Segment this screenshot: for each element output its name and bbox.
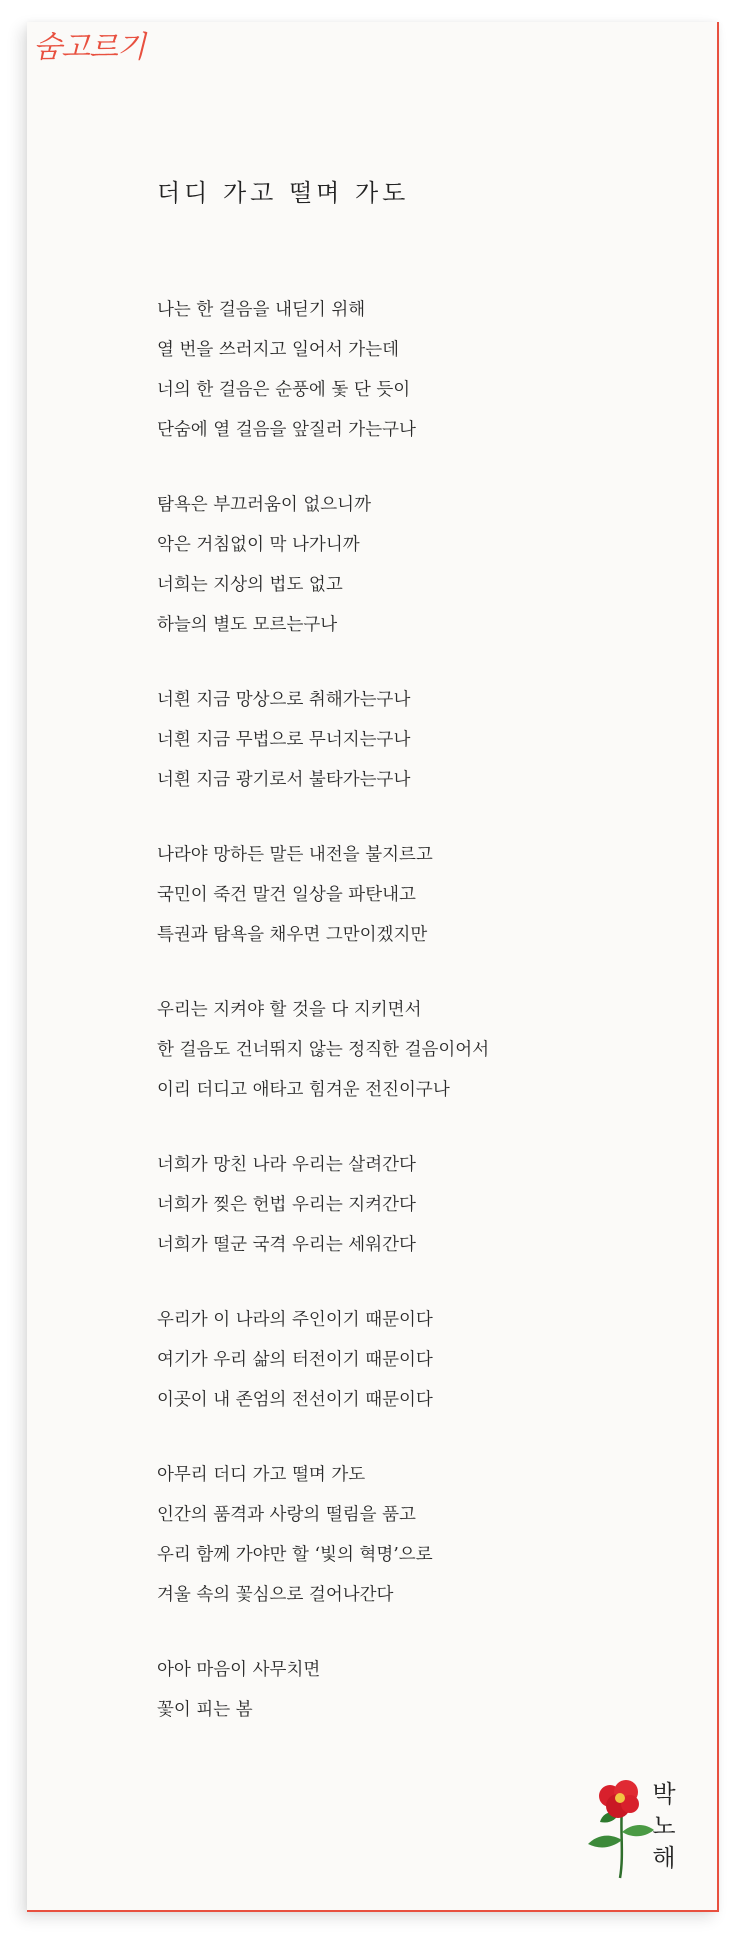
poem-line: 너희가 망친 나라 우리는 살려간다 (157, 1155, 416, 1175)
poem-line: 우리 함께 가야만 할 ‘빛의 혁명’으로 (157, 1545, 433, 1565)
poem-stanza (157, 835, 489, 955)
author-signature: 박 노 해 (652, 1780, 676, 1872)
poem-line: 너희가 떨군 국격 우리는 세워간다 (157, 1235, 416, 1255)
poem-line: 국민이 죽건 말건 일상을 파탄내고 (157, 885, 416, 905)
poem-line: 아아 마음이 사무치면 (157, 1660, 321, 1680)
poem-line: 너의 한 걸음은 순풍에 돛 단 듯이 (157, 380, 411, 400)
poem-line: 너희가 찢은 헌법 우리는 지켜간다 (157, 1195, 416, 1215)
poem-line: 열 번을 쓰러지고 일어서 가는데 (157, 340, 400, 360)
poem-title: 더디 가고 떨며 가도 (157, 179, 410, 207)
poem-line: 겨울 속의 꽃심으로 걸어나간다 (157, 1585, 394, 1605)
poem-line: 너흰 지금 무법으로 무너지는구나 (157, 730, 411, 750)
poem-line: 나는 한 걸음을 내딛기 위해 (157, 300, 366, 320)
poem-line: 너희는 지상의 법도 없고 (157, 575, 343, 595)
poem-line: 우리가 이 나라의 주인이기 때문이다 (157, 1310, 433, 1330)
poem-line: 이리 더디고 애타고 힘겨운 전진이구나 (157, 1080, 450, 1100)
poem-stanza (157, 1455, 489, 1615)
poem-line: 아무리 더디 가고 떨며 가도 (157, 1465, 366, 1485)
poem-stanza (157, 1650, 489, 1730)
poem-line: 인간의 품격과 사랑의 떨림을 품고 (157, 1505, 416, 1525)
poem-stanza (157, 680, 489, 800)
poem-stanza (157, 990, 489, 1110)
poem-line: 나라야 망하든 말든 내전을 불지르고 (157, 845, 433, 865)
brand-logo[interactable]: 숨고르기 (33, 30, 145, 65)
poem-line: 단숨에 열 걸음을 앞질러 가는구나 (157, 420, 416, 440)
poem-stanza (157, 290, 489, 450)
poem-line: 꽃이 피는 봄 (157, 1700, 253, 1720)
poem-stanza (157, 485, 489, 645)
poem-line: 한 걸음도 건너뛰지 않는 정직한 걸음이어서 (157, 1040, 490, 1060)
poem-line: 탐욕은 부끄러움이 없으니까 (157, 495, 371, 515)
poem-line: 하늘의 별도 모르는구나 (157, 615, 338, 635)
poem-line: 너흰 지금 광기로서 불타가는구나 (157, 770, 411, 790)
poem-line: 특권과 탐욕을 채우면 그만이겠지만 (157, 925, 428, 945)
poem-line: 너흰 지금 망상으로 취해가는구나 (157, 690, 411, 710)
poem-stanza (157, 1300, 489, 1420)
poem-body (157, 290, 489, 1765)
poem-line: 우리는 지켜야 할 것을 다 지키면서 (157, 1000, 422, 1020)
poem-line: 이곳이 내 존엄의 전선이기 때문이다 (157, 1390, 433, 1410)
poem-line: 악은 거침없이 막 나가니까 (157, 535, 360, 555)
poem-stanza (157, 1145, 489, 1265)
poem-line: 여기가 우리 삶의 터전이기 때문이다 (157, 1350, 433, 1370)
